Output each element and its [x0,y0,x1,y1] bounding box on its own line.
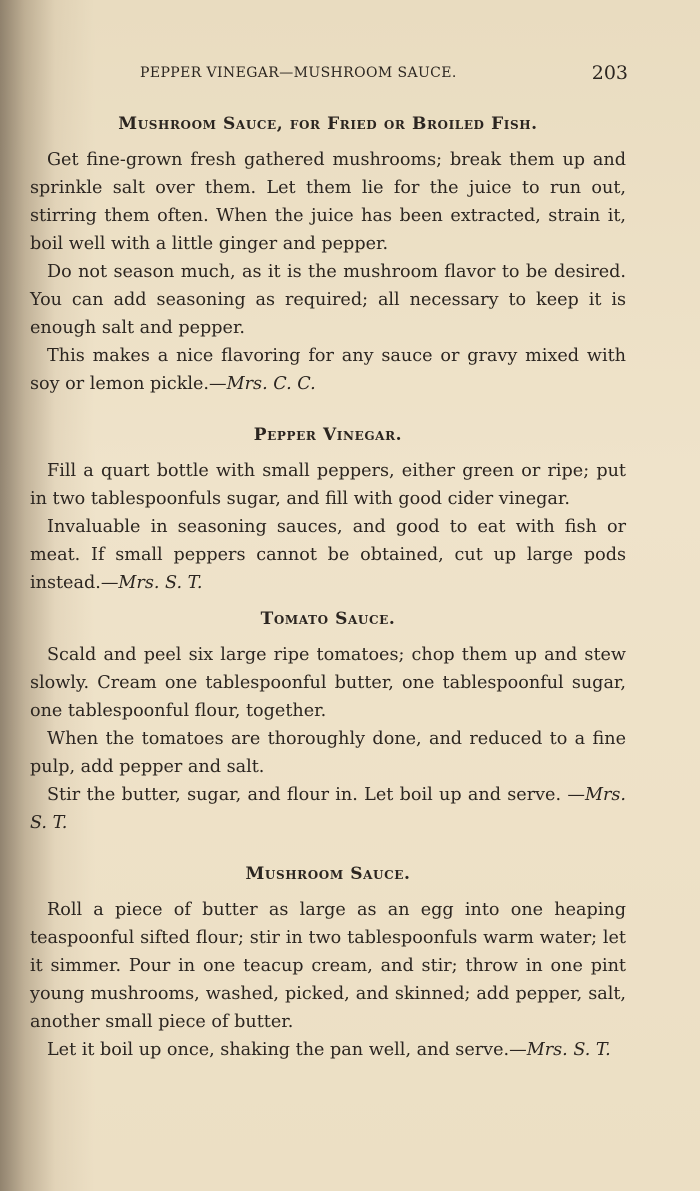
paragraph [30,146,626,258]
recipe-attribution: Mrs. S. T. [526,1040,611,1060]
section-title: Mushroom Sauce. [245,864,411,884]
paragraph-text: Get fine-grown fresh gathered mushrooms; break them up and sprinkle salt over them. Let them lie for the juice to run out, stirring them often. When the juice has been extracted, strain it, boil well with a little ginger and pepper. [30,150,626,254]
section-title: Pepper Vinegar. [253,425,403,445]
section-title: Tomato Sauce. [260,609,396,629]
recipe-attribution: Mrs. S. T. [118,573,203,593]
paragraph [30,258,626,342]
section-title: Mushroom Sauce, for Fried or Broiled Fish. [118,114,538,134]
page-body [30,110,626,1064]
paragraph [30,641,626,725]
paragraph [30,1036,626,1064]
paragraph-text: Fill a quart bottle with small peppers, either green or ripe; put in two tablespoonfuls sugar, and fill with good cider vinegar. [30,461,626,509]
paragraph-text: Roll a piece of butter as large as an egg into one heaping teaspoonful sifted flour; stir in two tablespoonfuls warm water; let it simmer. Pour in one teacup cream, and stir; throw in one pint young mushrooms, washed, picked, and skinned; add pepper, salt, another small piece of butter. [30,900,626,1032]
paragraph-text: Let it boil up once, shaking the pan well, and serve.— [47,1040,527,1060]
recipe-attribution: Mrs. C. C. [226,374,316,394]
page-header [40,62,630,86]
running-head: PEPPER VINEGAR—MUSHROOM SAUCE. [140,65,457,81]
paragraph-text: Scald and peel six large ripe tomatoes; chop them up and stew slowly. Cream one tablespoonful butter, one tablespoonful sugar, one tablespoonful flour, together. [30,645,626,721]
page-number: 203 [591,62,628,84]
paragraph [30,457,626,513]
paragraph-text: Stir the butter, sugar, and flour in. Let boil up and serve. — [47,785,585,805]
paragraph-text: When the tomatoes are thoroughly done, and reduced to a fine pulp, add pepper and salt. [30,729,626,777]
paragraph-text: This makes a nice flavoring for any sauce or gravy mixed with soy or lemon pickle.— [30,346,626,394]
paragraph [30,725,626,781]
paragraph-text: Do not season much, as it is the mushroom flavor to be desired. You can add seasoning as required; all necessary to keep it is enough salt and pepper. [30,262,626,338]
paragraph [30,896,626,1036]
paragraph [30,781,626,837]
paragraph-text: Invaluable in seasoning sauces, and good to eat with fish or meat. If small peppers cannot be obtained, cut up large pods instead.— [30,517,626,593]
paragraph [30,342,626,398]
recipe-attribution: Mrs. S. T. [30,785,626,833]
paragraph [30,513,626,597]
